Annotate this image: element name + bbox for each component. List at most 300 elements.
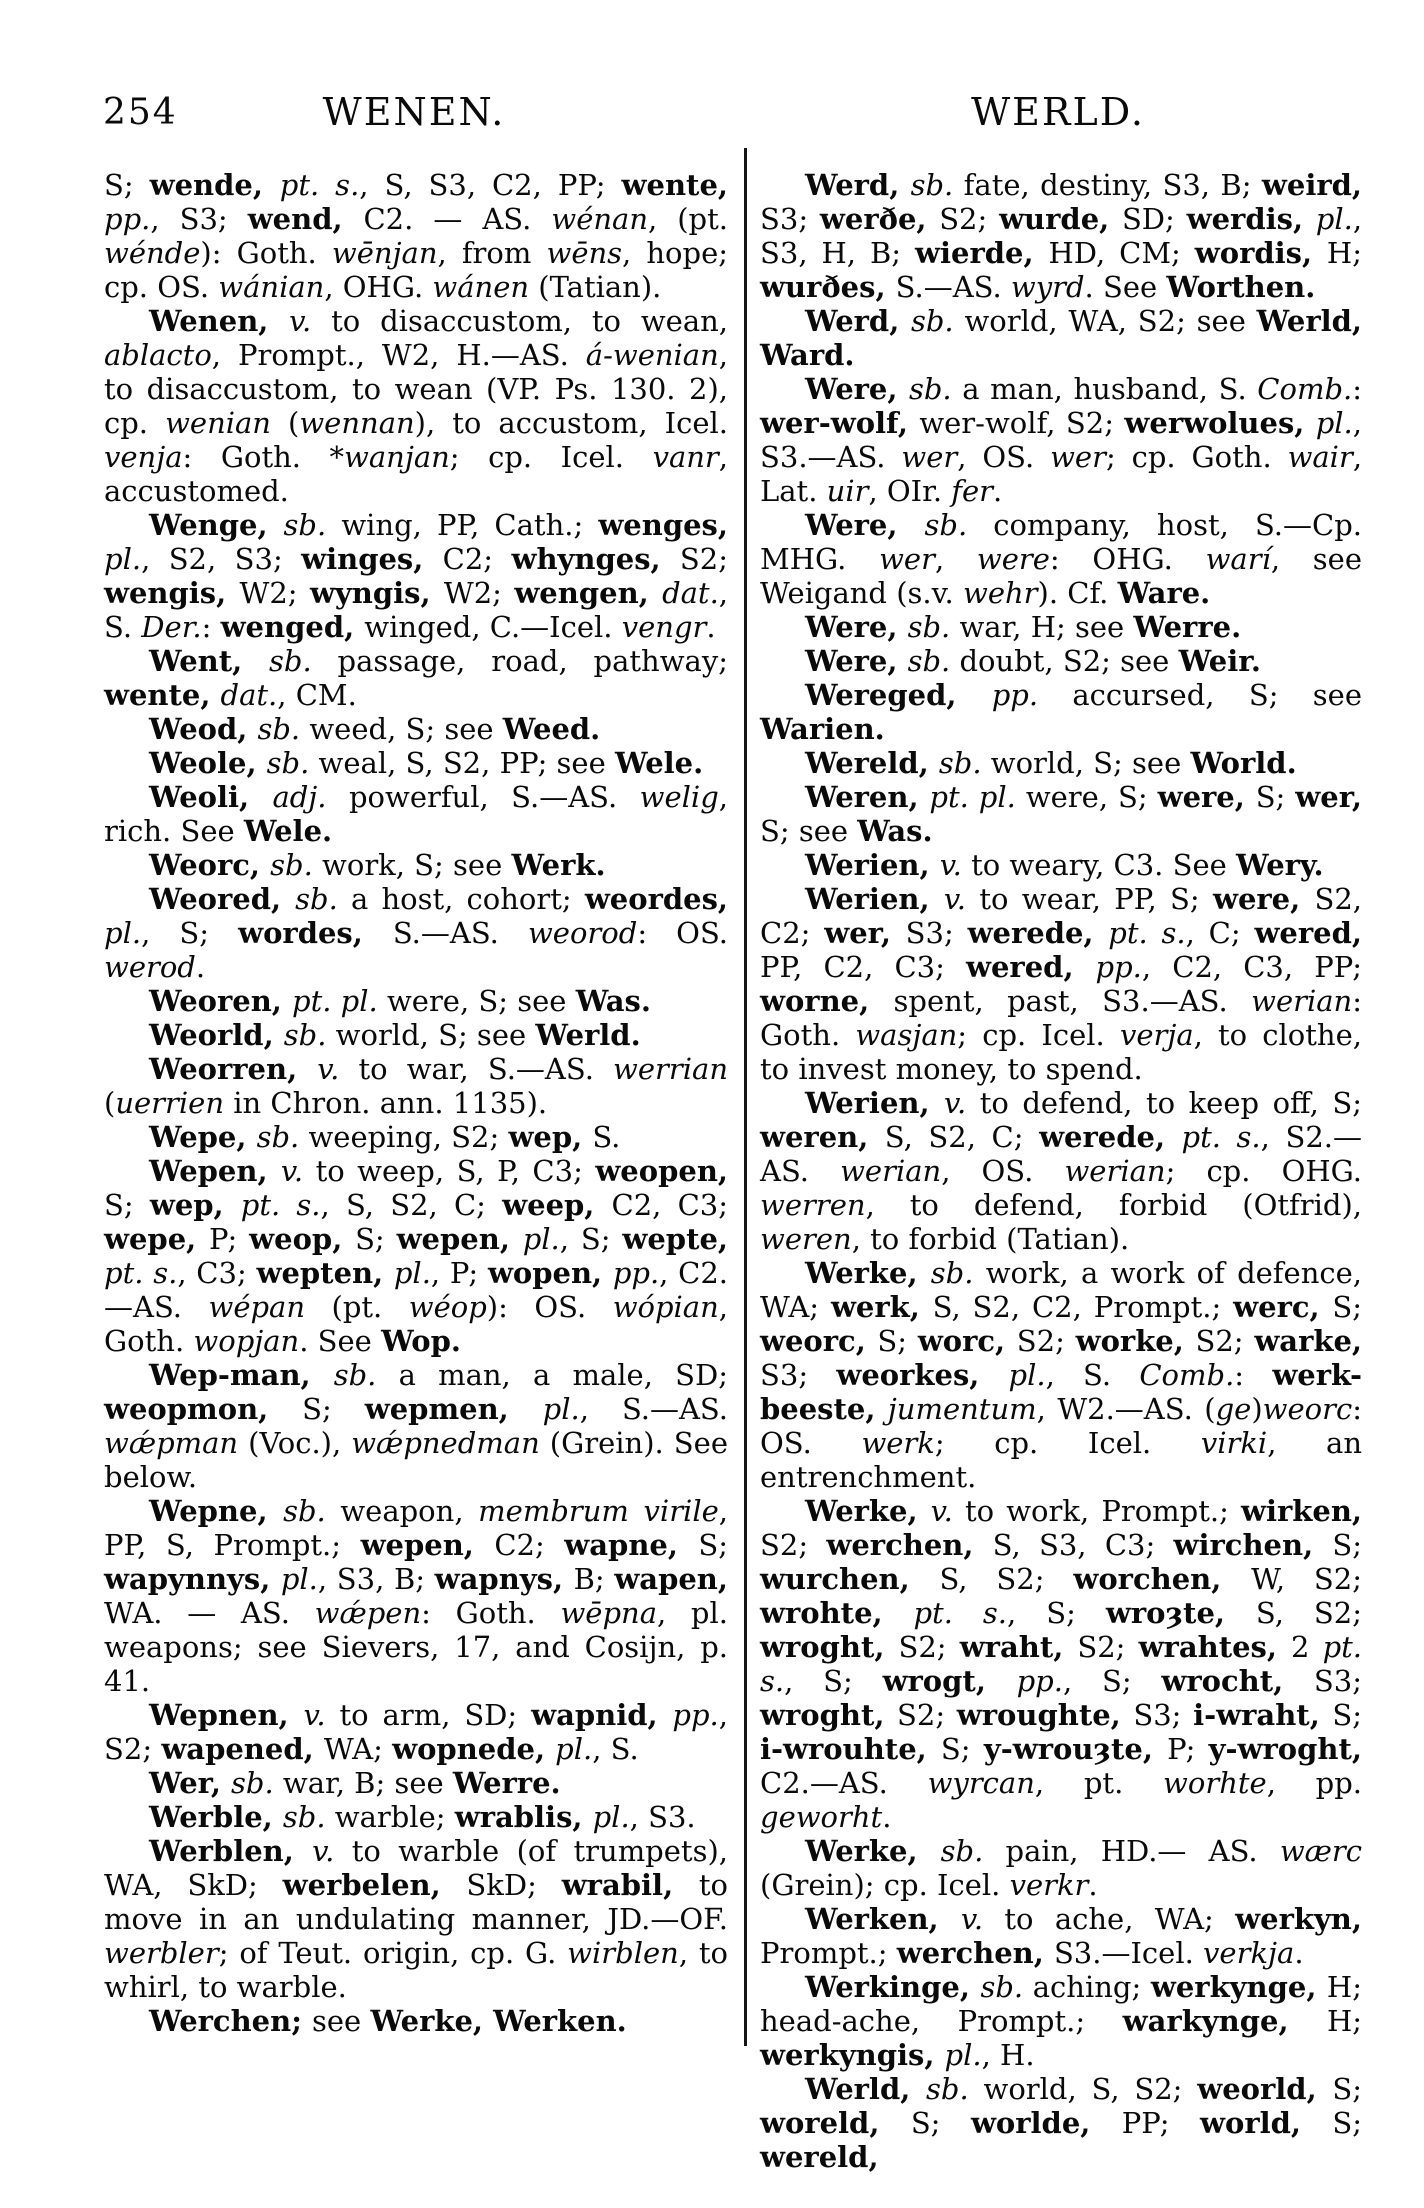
text-run: S3.—Icel. — [1053, 1936, 1204, 1970]
text-run: wepten, — [256, 1256, 394, 1290]
text-run: wende, — [149, 168, 280, 202]
text-run: wennan — [299, 406, 415, 440]
text-run: ge — [1215, 1392, 1252, 1426]
text-run: pl. — [393, 1256, 431, 1290]
dictionary-entry — [104, 1494, 728, 1698]
text-run: sb. — [256, 1120, 300, 1154]
text-run: werian — [840, 1154, 942, 1188]
text-run: sb. — [266, 746, 310, 780]
text-run: a man, a male, SD; — [376, 1358, 728, 1392]
text-run: membrum virile — [478, 1494, 719, 1528]
text-run: sb. — [980, 1970, 1024, 2004]
text-run: S2; — [679, 542, 729, 576]
text-run: S; — [302, 1392, 365, 1426]
text-run: weordes, — [584, 882, 728, 916]
text-run: . — [706, 610, 716, 644]
text-run: , S; — [1007, 1596, 1106, 1630]
text-run: , OS. — [957, 440, 1051, 474]
text-run: H; head-ache, Prompt.; — [760, 1970, 1362, 2038]
text-run: , S2; — [104, 1698, 728, 1766]
text-run: weorc — [1262, 1392, 1353, 1426]
text-run: pt. s. — [240, 1188, 321, 1222]
column-divider-rule — [744, 148, 747, 2046]
dictionary-entry — [104, 1834, 728, 2004]
text-run: wopjan — [193, 1324, 300, 1358]
text-run: sb. — [910, 304, 954, 338]
text-run: : OS. — [637, 916, 728, 950]
dictionary-entry — [760, 2072, 1362, 2174]
text-run: wep, — [149, 1188, 241, 1222]
text-run: werk-beeste, — [760, 1358, 1362, 1426]
text-run: doubt, S2; see — [950, 644, 1179, 678]
text-run: , pp. — [1266, 1766, 1362, 1800]
text-run: war, H; see — [950, 610, 1134, 644]
text-run: pp. — [672, 1698, 719, 1732]
text-run: wing, PP, Cath.; — [326, 508, 599, 542]
text-run: . See — [1084, 270, 1167, 304]
text-run: Warien. — [760, 712, 885, 746]
dictionary-entry — [760, 1902, 1362, 1970]
text-run: verkja — [1203, 1936, 1295, 1970]
text-run: warkynge, — [1122, 2004, 1327, 2038]
text-run: jumentum — [887, 1392, 1037, 1426]
text-run: worc, — [917, 1324, 1017, 1358]
dictionary-entry — [104, 712, 728, 746]
text-run: warí — [1205, 542, 1271, 576]
text-run: : OS. — [760, 1392, 1362, 1460]
text-run: world, WA, S2; see — [953, 304, 1257, 338]
text-run: . — [993, 474, 1003, 508]
text-run: ; cp. Icel. — [957, 1018, 1120, 1052]
text-run: werkynge, — [1150, 1970, 1327, 2004]
text-run: S; — [104, 168, 150, 202]
text-run: spent, past, S3.—AS. — [893, 984, 1252, 1018]
text-run: work, a work of defence, WA; — [760, 1256, 1363, 1324]
text-run: werren — [760, 1188, 866, 1222]
text-run: Weorc, — [149, 848, 271, 882]
text-run: weed, S; see — [300, 712, 503, 746]
text-run: H; — [1326, 236, 1362, 270]
text-run: Wele. — [614, 746, 704, 780]
text-run: wēpna — [560, 1596, 657, 1630]
text-run: Wereld, — [805, 746, 939, 780]
text-run: worchen, — [1073, 1562, 1252, 1596]
text-run: vengr — [621, 610, 707, 644]
text-run: werk, — [830, 1290, 933, 1324]
dictionary-entry — [760, 644, 1362, 678]
text-run: S; — [877, 1324, 918, 1358]
text-run: in Chron. ann. 1135). — [224, 1086, 548, 1120]
text-run: Wepnen, — [149, 1698, 304, 1732]
text-run: wer-wolf, S2; — [919, 406, 1125, 440]
text-run: wepen, — [396, 1222, 523, 1256]
dictionary-entry — [104, 1120, 728, 1154]
text-run: wrahtes, — [1138, 1630, 1291, 1664]
text-run: Werke, — [805, 1834, 941, 1868]
text-run: werbler — [104, 1936, 219, 1970]
text-run: weorod — [527, 916, 638, 950]
text-run: to move in an undulating manner, JD.—OF. — [104, 1868, 728, 1936]
text-run: SkD; — [466, 1868, 562, 1902]
dictionary-entry — [760, 1494, 1362, 1834]
text-run: wyrcan — [927, 1766, 1035, 1800]
text-run: Werk. — [511, 848, 606, 882]
text-run: sb. — [257, 712, 301, 746]
text-run: , OIr. — [868, 474, 952, 508]
text-run: Wepne, — [149, 1494, 284, 1528]
text-run: . — [882, 1800, 892, 1834]
dictionary-entry — [104, 2004, 728, 2038]
text-run: (Tatian). — [529, 270, 662, 304]
text-run: pt. s. — [1181, 1120, 1261, 1154]
text-run: W2; — [239, 576, 310, 610]
text-run: v. — [960, 1902, 984, 1936]
text-run: wenges, — [598, 508, 728, 542]
text-run: , S. — [592, 1732, 639, 1766]
text-run: , hope; cp. OS. — [104, 236, 729, 304]
running-head-left: WENEN. — [322, 90, 506, 134]
text-run: wereld, — [760, 2140, 879, 2174]
text-run: weop, — [249, 1222, 356, 1256]
text-run: wyngis, — [309, 576, 444, 610]
text-run: vanr — [652, 440, 719, 474]
text-run: pp. — [1095, 950, 1142, 984]
text-run: wer — [879, 542, 935, 576]
text-run: wēns — [546, 236, 623, 270]
text-run: Werkinge, — [805, 1970, 981, 2004]
text-run: wopen, — [487, 1256, 613, 1290]
text-run: : — [1352, 372, 1363, 406]
text-run: ( — [270, 406, 300, 440]
text-run: , S.—AS. — [579, 1392, 728, 1426]
text-run: to work, Prompt.; — [952, 1494, 1242, 1528]
text-run: S2, C2; — [760, 882, 1362, 950]
text-run: a host, cohort; — [337, 882, 585, 916]
text-run: Werd, — [805, 304, 911, 338]
text-run: Worthen. — [1166, 270, 1316, 304]
text-run: Weoren, — [149, 984, 293, 1018]
text-run: sb. — [283, 508, 327, 542]
text-run: wente, — [104, 678, 221, 712]
dictionary-entry — [104, 304, 728, 508]
text-run: to weary, C3. See — [961, 848, 1236, 882]
text-run: y-wrouȝte, — [983, 1732, 1168, 1766]
text-run: welig — [639, 780, 719, 814]
text-run: , S2.—AS. — [760, 1120, 1362, 1188]
text-run: wepmen, — [364, 1392, 543, 1426]
text-run: S2; — [898, 1630, 960, 1664]
text-run: wroȝte, — [1105, 1596, 1256, 1630]
text-run: wer — [901, 440, 958, 474]
text-run: were, S; — [1015, 780, 1158, 814]
text-run: S; — [104, 1188, 150, 1222]
text-run: Weoli, — [149, 780, 273, 814]
text-run: pt. s. — [279, 168, 360, 202]
text-run: S; — [940, 1732, 984, 1766]
text-run: wered, — [966, 950, 1096, 984]
dictionary-entry — [104, 882, 728, 984]
text-run: Wereged, — [805, 678, 992, 712]
text-run: to arm, SD; — [325, 1698, 532, 1732]
text-run: B; — [573, 1562, 615, 1596]
text-run: sb. — [282, 1800, 326, 1834]
text-run: wánian — [218, 270, 325, 304]
text-run: WA. — AS. — [104, 1596, 315, 1630]
text-run: , from — [437, 236, 547, 270]
text-run: sb. — [333, 1358, 377, 1392]
text-run: pt. s. — [913, 1596, 1008, 1630]
text-run: , C; — [1185, 916, 1255, 950]
text-run: wep, — [508, 1120, 593, 1154]
text-run: ablacto — [104, 338, 212, 372]
text-run: , Goth. — [104, 1290, 728, 1358]
text-run: wurðes, — [760, 270, 896, 304]
text-run: . — [195, 950, 206, 984]
text-run: virki — [1200, 1426, 1268, 1460]
text-run: Wery. — [1236, 848, 1324, 882]
text-run: pt. pl. — [929, 780, 1016, 814]
text-run: wrocht, — [1161, 1664, 1314, 1698]
text-run: verja — [1119, 1018, 1194, 1052]
text-run: Prompt.; — [760, 1936, 897, 1970]
text-run: Weored, — [149, 882, 296, 916]
text-run: S; — [1332, 1528, 1362, 1562]
text-run: ). Cf. — [1037, 576, 1118, 610]
dictionary-entry — [104, 508, 728, 644]
text-run: were, — [1157, 780, 1256, 814]
text-run: Wop. — [381, 1324, 461, 1358]
text-run: worke, — [1075, 1324, 1196, 1358]
dictionary-entry — [760, 610, 1362, 644]
text-run: wer — [1050, 440, 1106, 474]
text-run: , S; — [141, 916, 239, 950]
dictionary-entry — [760, 1086, 1362, 1256]
text-run: worne, — [760, 984, 894, 1018]
text-run: , pt. — [1034, 1766, 1164, 1800]
text-run: wer, — [1295, 780, 1362, 814]
text-run: pp. — [104, 202, 151, 236]
text-run: pt. s. — [104, 1256, 178, 1290]
text-run: , Prompt., W2, H.—AS. — [211, 338, 586, 372]
text-run: S, S2; — [939, 1562, 1074, 1596]
text-run: ; cp. Goth. — [1105, 440, 1288, 474]
text-run: , S; — [1062, 1664, 1162, 1698]
text-run: , to disaccustom, to wean (VP. Ps. 130. 2), cp. — [104, 338, 728, 440]
text-run: to weep, S, P, C3; — [303, 1154, 596, 1188]
text-run: werbelen, — [282, 1868, 467, 1902]
text-run: Comb. — [1139, 1358, 1235, 1392]
text-run: Weorren, — [149, 1052, 318, 1086]
text-run: Wep-man, — [149, 1358, 334, 1392]
text-run: weorc, — [760, 1324, 878, 1358]
text-run: Were, — [805, 372, 909, 406]
text-run: sb. — [283, 1494, 326, 1528]
text-run: C2; — [494, 1528, 565, 1562]
text-run: werede, — [1039, 1120, 1182, 1154]
text-run: Werke, — [805, 1494, 931, 1528]
text-run: S; — [698, 1528, 728, 1562]
text-run: passage, road, pathway; — [311, 644, 729, 678]
dictionary-entry — [104, 1154, 728, 1358]
dictionary-entry — [104, 746, 728, 780]
text-run: Weorld, — [149, 1018, 284, 1052]
text-run: wrohte, — [760, 1596, 914, 1630]
text-run: , S2, S3; — [141, 542, 302, 576]
text-run: werchen, — [896, 1936, 1054, 1970]
text-run: v. — [317, 1052, 340, 1086]
text-run: wénde — [104, 236, 201, 270]
text-run: Were, — [805, 644, 908, 678]
text-run: Weole, — [149, 746, 267, 780]
text-run: S; — [910, 2106, 971, 2140]
text-run: . — [1088, 1868, 1098, 1902]
text-run: ): Goth. — [200, 236, 332, 270]
text-run: wapynnys, — [104, 1562, 281, 1596]
text-run: pl. — [522, 1222, 560, 1256]
text-run: sb. — [908, 372, 952, 406]
text-run: wraht, — [959, 1630, 1078, 1664]
text-run: wapened, — [161, 1732, 324, 1766]
dictionary-entry — [104, 1018, 728, 1052]
text-run: v. — [289, 304, 312, 338]
text-run: , an entrenchment. — [760, 1426, 1362, 1494]
text-run: were — [976, 542, 1050, 576]
text-run: , S3. — [629, 1800, 696, 1834]
text-run: warke, — [1254, 1324, 1363, 1358]
text-run: geworht — [760, 1800, 883, 1834]
text-run: winged, C.—Icel. — [364, 610, 622, 644]
text-run: WA; — [323, 1732, 393, 1766]
text-run: wepen, — [360, 1528, 495, 1562]
text-run: : — [201, 610, 221, 644]
text-run: , S3, H, B; — [760, 202, 1363, 270]
text-run: wordis, — [1194, 236, 1327, 270]
text-run: werkyn, — [1235, 1902, 1362, 1936]
text-run: worlde, — [970, 2106, 1122, 2140]
text-run: fate, destiny, S3, B; — [953, 168, 1262, 202]
text-run: S, S2, C2, Prompt.; — [932, 1290, 1234, 1324]
text-run: sb. — [907, 610, 951, 644]
text-run: Werre. — [1133, 610, 1242, 644]
dictionary-entry — [760, 168, 1362, 304]
text-run: wrabil, — [561, 1868, 699, 1902]
text-run: S2; — [1195, 1324, 1255, 1358]
text-run: ), to accustom, Icel. — [414, 406, 728, 440]
dictionary-entry — [104, 644, 728, 712]
text-run: weren, — [760, 1120, 885, 1154]
text-run: H; — [1326, 2004, 1362, 2038]
text-run: world, — [1200, 2106, 1333, 2140]
text-run: verkr — [1009, 1868, 1089, 1902]
dictionary-entry — [760, 1256, 1362, 1494]
text-run: P; — [209, 1222, 250, 1256]
text-run: Went, — [149, 644, 269, 678]
text-run: uir — [826, 474, 869, 508]
text-run: , P; — [430, 1256, 488, 1290]
text-run: S; — [1332, 2072, 1362, 2106]
text-run: Wepen, — [149, 1154, 281, 1188]
text-run: pl. — [944, 2038, 982, 2072]
text-run: , to forbid (Tatian). — [851, 1222, 1130, 1256]
text-run: , — [934, 542, 977, 576]
text-run: winges, — [301, 542, 443, 576]
text-run: Ware. — [1117, 576, 1211, 610]
text-run: uerrien — [115, 1086, 225, 1120]
text-run: whynges, — [511, 542, 680, 576]
text-run: , (pt. — [648, 202, 728, 236]
text-run: , pl. weapons; see Sievers, 17, and Cosijn, p. 41. — [104, 1596, 728, 1698]
text-run: war, B; see — [273, 1766, 453, 1800]
text-run: wengen, — [514, 576, 663, 610]
text-run: weapon, — [325, 1494, 479, 1528]
text-run: wroght, — [760, 1698, 898, 1732]
text-run: Werien, — [805, 848, 940, 882]
text-run: wyrd — [1010, 270, 1085, 304]
text-run: S; see — [760, 814, 858, 848]
text-run: Werd, — [805, 168, 911, 202]
text-run: dat. — [220, 678, 278, 712]
text-run: wǽpman — [104, 1426, 239, 1460]
text-run: wépan — [208, 1290, 306, 1324]
text-run: S, S3, C3; — [992, 1528, 1174, 1562]
text-run: S.—AS. — [392, 916, 528, 950]
text-run: v. — [303, 1698, 326, 1732]
text-run: werchen, — [826, 1528, 993, 1562]
text-run: PP; — [1121, 2106, 1201, 2140]
text-run: S2; — [897, 1698, 957, 1732]
text-run: S2; — [1016, 1324, 1076, 1358]
text-run: , S, S2, C; — [320, 1188, 503, 1222]
text-run: i-wraht, — [1193, 1698, 1333, 1732]
text-run: Wenen, — [149, 304, 290, 338]
text-run: work, S; see — [312, 848, 512, 882]
dictionary-entry — [760, 678, 1362, 746]
text-run: , to clothe, to invest money, to spend. — [760, 1018, 1362, 1086]
text-run: warble; — [325, 1800, 455, 1834]
text-run: wer, — [824, 916, 906, 950]
text-run: wente, — [621, 168, 728, 202]
text-run: , C3; — [177, 1256, 257, 1290]
text-run: Werre. — [452, 1766, 561, 1800]
text-run: sb. — [283, 1018, 327, 1052]
text-run: Were, — [805, 610, 908, 644]
running-head-right: WERLD. — [971, 90, 1145, 134]
text-run: weep, — [502, 1188, 612, 1222]
text-run: pt. s. — [1108, 916, 1186, 950]
text-run: (Grein); cp. Icel. — [760, 1868, 1010, 1902]
text-run: wehr — [963, 576, 1038, 610]
dictionary-entry — [104, 1800, 728, 1834]
text-run: wurchen, — [760, 1562, 940, 1596]
text-run: wair — [1287, 440, 1353, 474]
dictionary-entry — [104, 1052, 728, 1120]
text-run: S3; — [760, 1358, 837, 1392]
text-run: ; cp. Icel. — [934, 1426, 1201, 1460]
text-run: wapnys, — [434, 1562, 574, 1596]
text-run: werdis, — [1186, 202, 1316, 236]
text-run: i-wrouhte, — [760, 1732, 941, 1766]
text-run: wapnid, — [531, 1698, 673, 1732]
text-run: , PP, S, Prompt.; — [104, 1494, 728, 1562]
text-run: Weod, — [149, 712, 258, 746]
text-run: , rich. See — [104, 780, 728, 848]
text-run: Weir. — [1178, 644, 1261, 678]
dictionary-entry — [760, 372, 1362, 508]
text-run: wapne, — [564, 1528, 699, 1562]
text-run: C2. — AS. — [363, 202, 552, 236]
text-run: , S3; — [150, 202, 248, 236]
text-run: see — [312, 2004, 371, 2038]
